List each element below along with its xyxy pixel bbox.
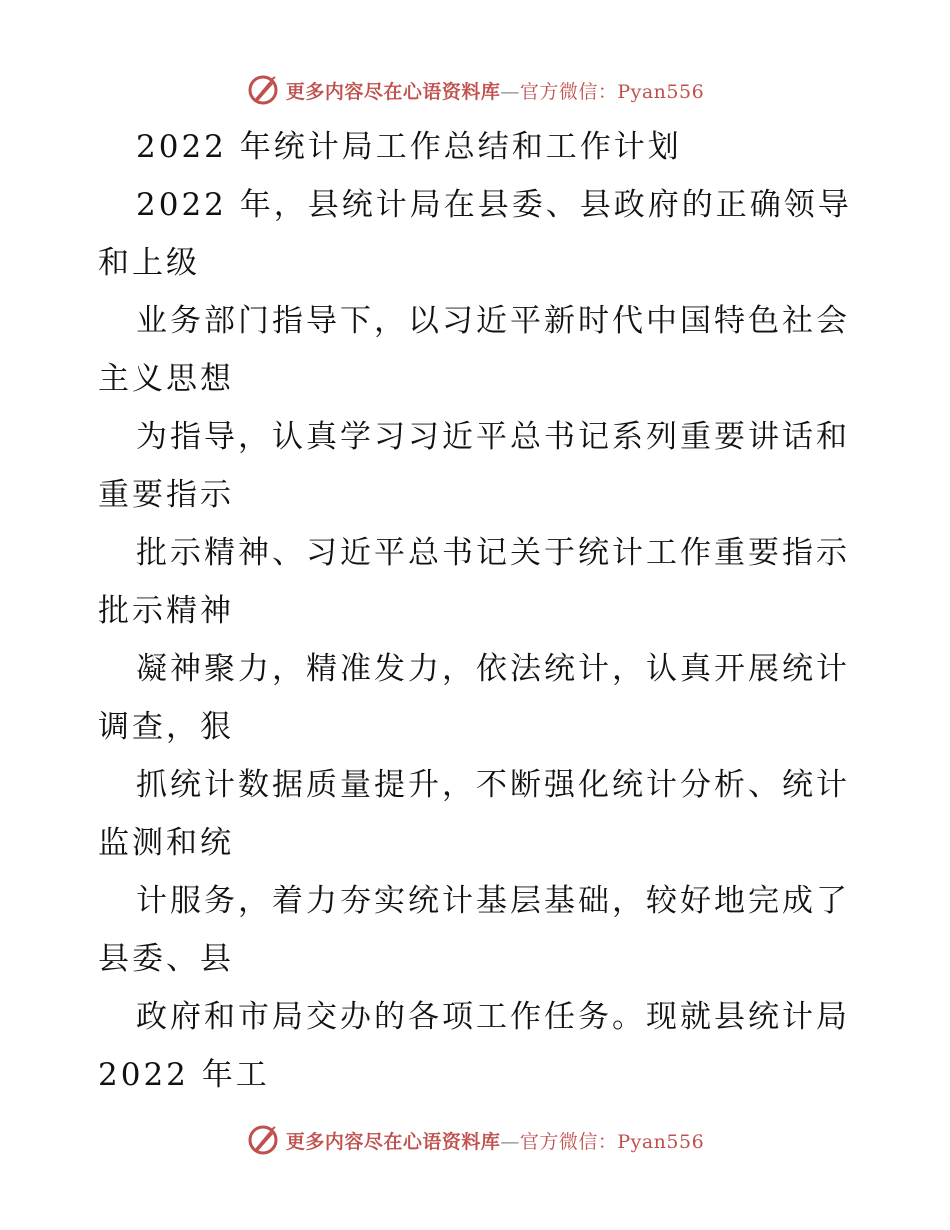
- text-line: 为指导，认真学习习近平总书记系列重要讲话和: [136, 419, 850, 455]
- text-line: 批示精神、习近平总书记关于统计工作重要指示: [136, 535, 850, 571]
- text-line: 县委、县: [98, 941, 234, 977]
- text-line: 调查，狠: [98, 709, 234, 745]
- paragraph-lines: [98, 176, 858, 1104]
- header-separator: —: [500, 80, 520, 103]
- document-body: [98, 118, 858, 1104]
- text-line: 凝神聚力，精准发力，依法统计，认真开展统计: [136, 651, 850, 687]
- footer-brand-name: 更多内容尽在心语资料库: [285, 1130, 501, 1153]
- header-brand-name: 更多内容尽在心语资料库: [285, 80, 501, 103]
- text-line: 抓统计数据质量提升，不断强化统计分析、统计: [136, 767, 850, 803]
- footer-contact: 官方微信：Pyan556: [519, 1130, 705, 1153]
- quill-pen-logo-icon: [246, 73, 280, 107]
- text-line: 批示精神: [98, 593, 234, 629]
- text-line: 主义思想: [98, 361, 234, 397]
- text-line: 重要指示: [98, 477, 234, 513]
- text-line: 监测和统: [98, 825, 234, 861]
- text-line: 计服务，着力夯实统计基层基础，较好地完成了: [136, 883, 850, 919]
- footer-watermark: [0, 1120, 950, 1160]
- text-line: 业务部门指导下，以习近平新时代中国特色社会: [136, 303, 850, 339]
- document-title: 2022 年统计局工作总结和工作计划: [136, 129, 682, 165]
- quill-pen-logo-icon: [246, 1123, 280, 1157]
- header-watermark: [0, 70, 950, 110]
- text-line: 政府和市局交办的各项工作任务。现就县统计局: [136, 999, 850, 1035]
- text-line: 和上级: [98, 245, 200, 281]
- header-contact: 官方微信：Pyan556: [519, 80, 705, 103]
- footer-separator: —: [500, 1130, 520, 1153]
- text-line: 2022 年工: [98, 1057, 270, 1093]
- text-line: 2022 年，县统计局在县委、县政府的正确领导: [136, 187, 852, 223]
